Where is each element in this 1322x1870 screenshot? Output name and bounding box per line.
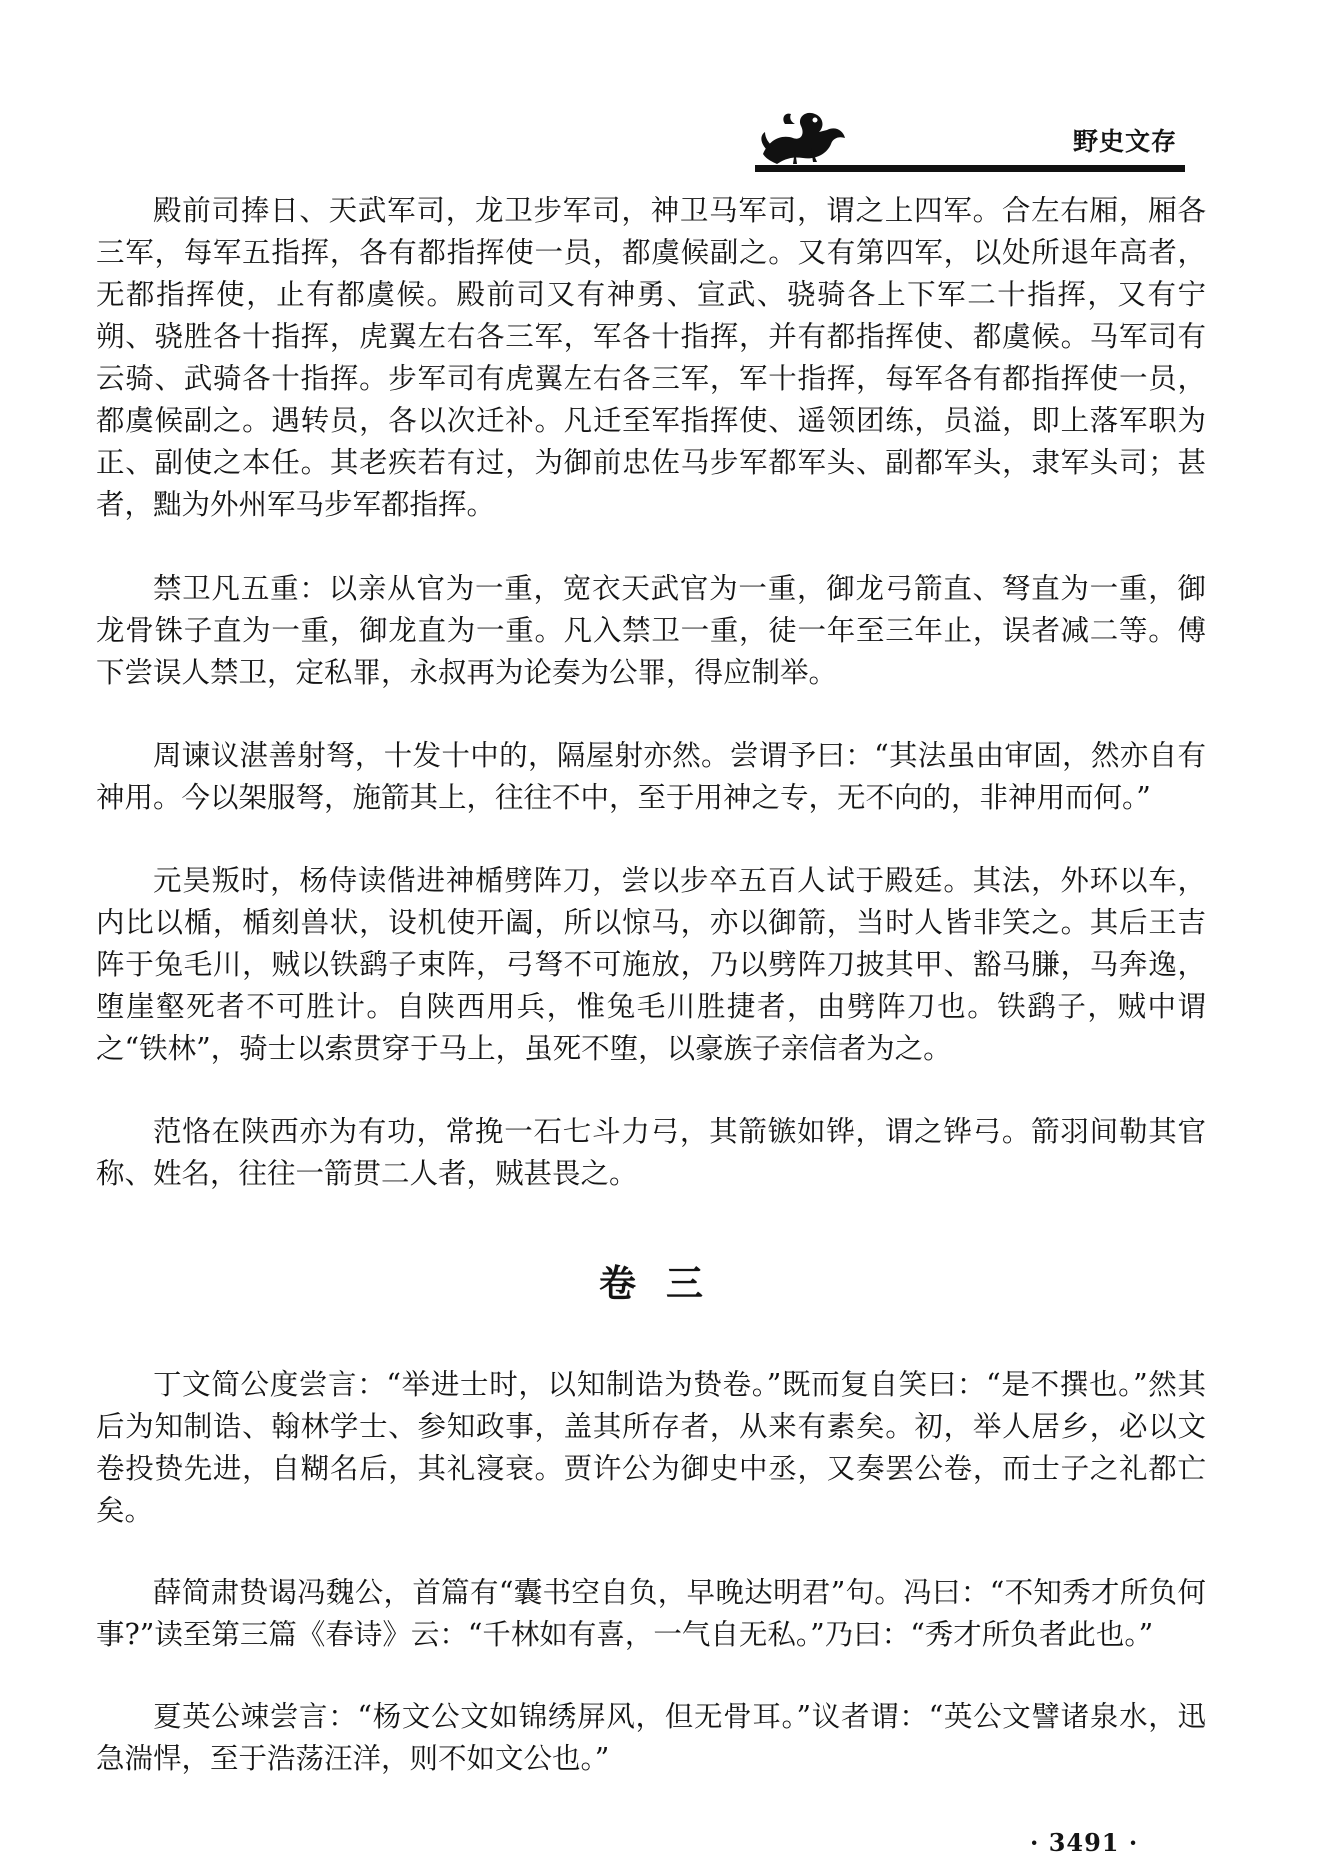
- chapter-heading: 卷三: [599, 1262, 733, 1305]
- dragon-emblem-icon: [755, 104, 850, 166]
- paragraph: 殿前司捧日、天武军司，龙卫步军司，神卫马军司，谓之上四军。合左右厢，厢各三军，每军五指挥，各有都指挥使一员，都虞候副之。又有第四军，以处所退年高者，无都指挥使，止有都虞候。殿前司又有神勇、宣武、骁骑各上下军二十指挥，又有宁朔、骁胜各十指挥，虎翼左右各三军，军各十指挥，并有都指挥使、都虞候。马军司有云骑、武骑各十指挥。步军司有虎翼左右各三军，军十指挥，每军各有都指挥使一员，都虞候副之。遇转员，各以次迁补。凡迁至军指挥使、遥领团练，员溢，即上落军职为正、副使之本任。其老疾若有过，为御前忠佐马步军都军头、副都军头，隶军头司；甚者，黜为外州军马步军都指挥。: [96, 194, 1206, 521]
- series-title: 野史文存: [1072, 127, 1177, 156]
- paragraph: 范恪在陕西亦为有功，常挽一石七斗力弓，其箭镞如铧，谓之铧弓。箭羽间勒其官称、姓名，往往一箭贯二人者，贼甚畏之。: [96, 1115, 1206, 1190]
- paragraph: 薛简肃贽谒冯魏公，首篇有“囊书空自负，早晚达明君”句。冯曰：“不知秀才所负何事?”读至第三篇《春诗》云：“千林如有喜，一气自无私。”乃曰：“秀才所负者此也。”: [96, 1576, 1206, 1651]
- paragraph: 元昊叛时，杨侍读偕进神楯劈阵刀，尝以步卒五百人试于殿廷。其法，外环以车，内比以楯，楯刻兽状，设机使开阖，所以惊马，亦以御箭，当时人皆非笑之。其后王吉阵于兔毛川，贼以铁鹞子束阵，弓弩不可施放，乃以劈阵刀披其甲、豁马膁，马奔逸，堕崖壑死者不可胜计。自陕西用兵，惟兔毛川胜捷者，由劈阵刀也。铁鹞子，贼中谓之“铁林”，骑士以索贯穿于马上，虽死不堕，以豪族子亲信者为之。: [96, 864, 1206, 1065]
- paragraph: 周谏议湛善射弩，十发十中的，隔屋射亦然。尝谓予曰：“其法虽由审固，然亦自有神用。今以架服弩，施箭其上，往往不中，至于用神之专，无不向的，非神用而何。”: [96, 739, 1206, 814]
- page-body: [96, 190, 1206, 1780]
- page-header: [755, 100, 1185, 175]
- header-rule: [755, 165, 1185, 172]
- page-number: · 3491 ·: [1030, 1828, 1139, 1857]
- paragraph: 禁卫凡五重：以亲从官为一重，宽衣天武官为一重，御龙弓箭直、弩直为一重，御龙骨铢子直为一重，御龙直为一重。凡入禁卫一重，徒一年至三年止，误者减二等。傅下尝误人禁卫，定私罪，永叔再为论奏为公罪，得应制举。: [96, 572, 1206, 689]
- paragraph: 夏英公竦尝言：“杨文公文如锦绣屏风，但无骨耳。”议者谓：“英公文譬诸泉水，迅急湍悍，至于浩荡汪洋，则不如文公也。”: [96, 1700, 1206, 1775]
- paragraph: 丁文简公度尝言：“举进士时，以知制诰为贽卷。”既而复自笑曰：“是不撰也。”然其后为知制诰、翰林学士、参知政事，盖其所存者，从来有素矣。初，举人居乡，必以文卷投贽先进，自糊名后，其礼寖衰。贾许公为御史中丞，又奏罢公卷，而士子之礼都亡矣。: [96, 1368, 1206, 1527]
